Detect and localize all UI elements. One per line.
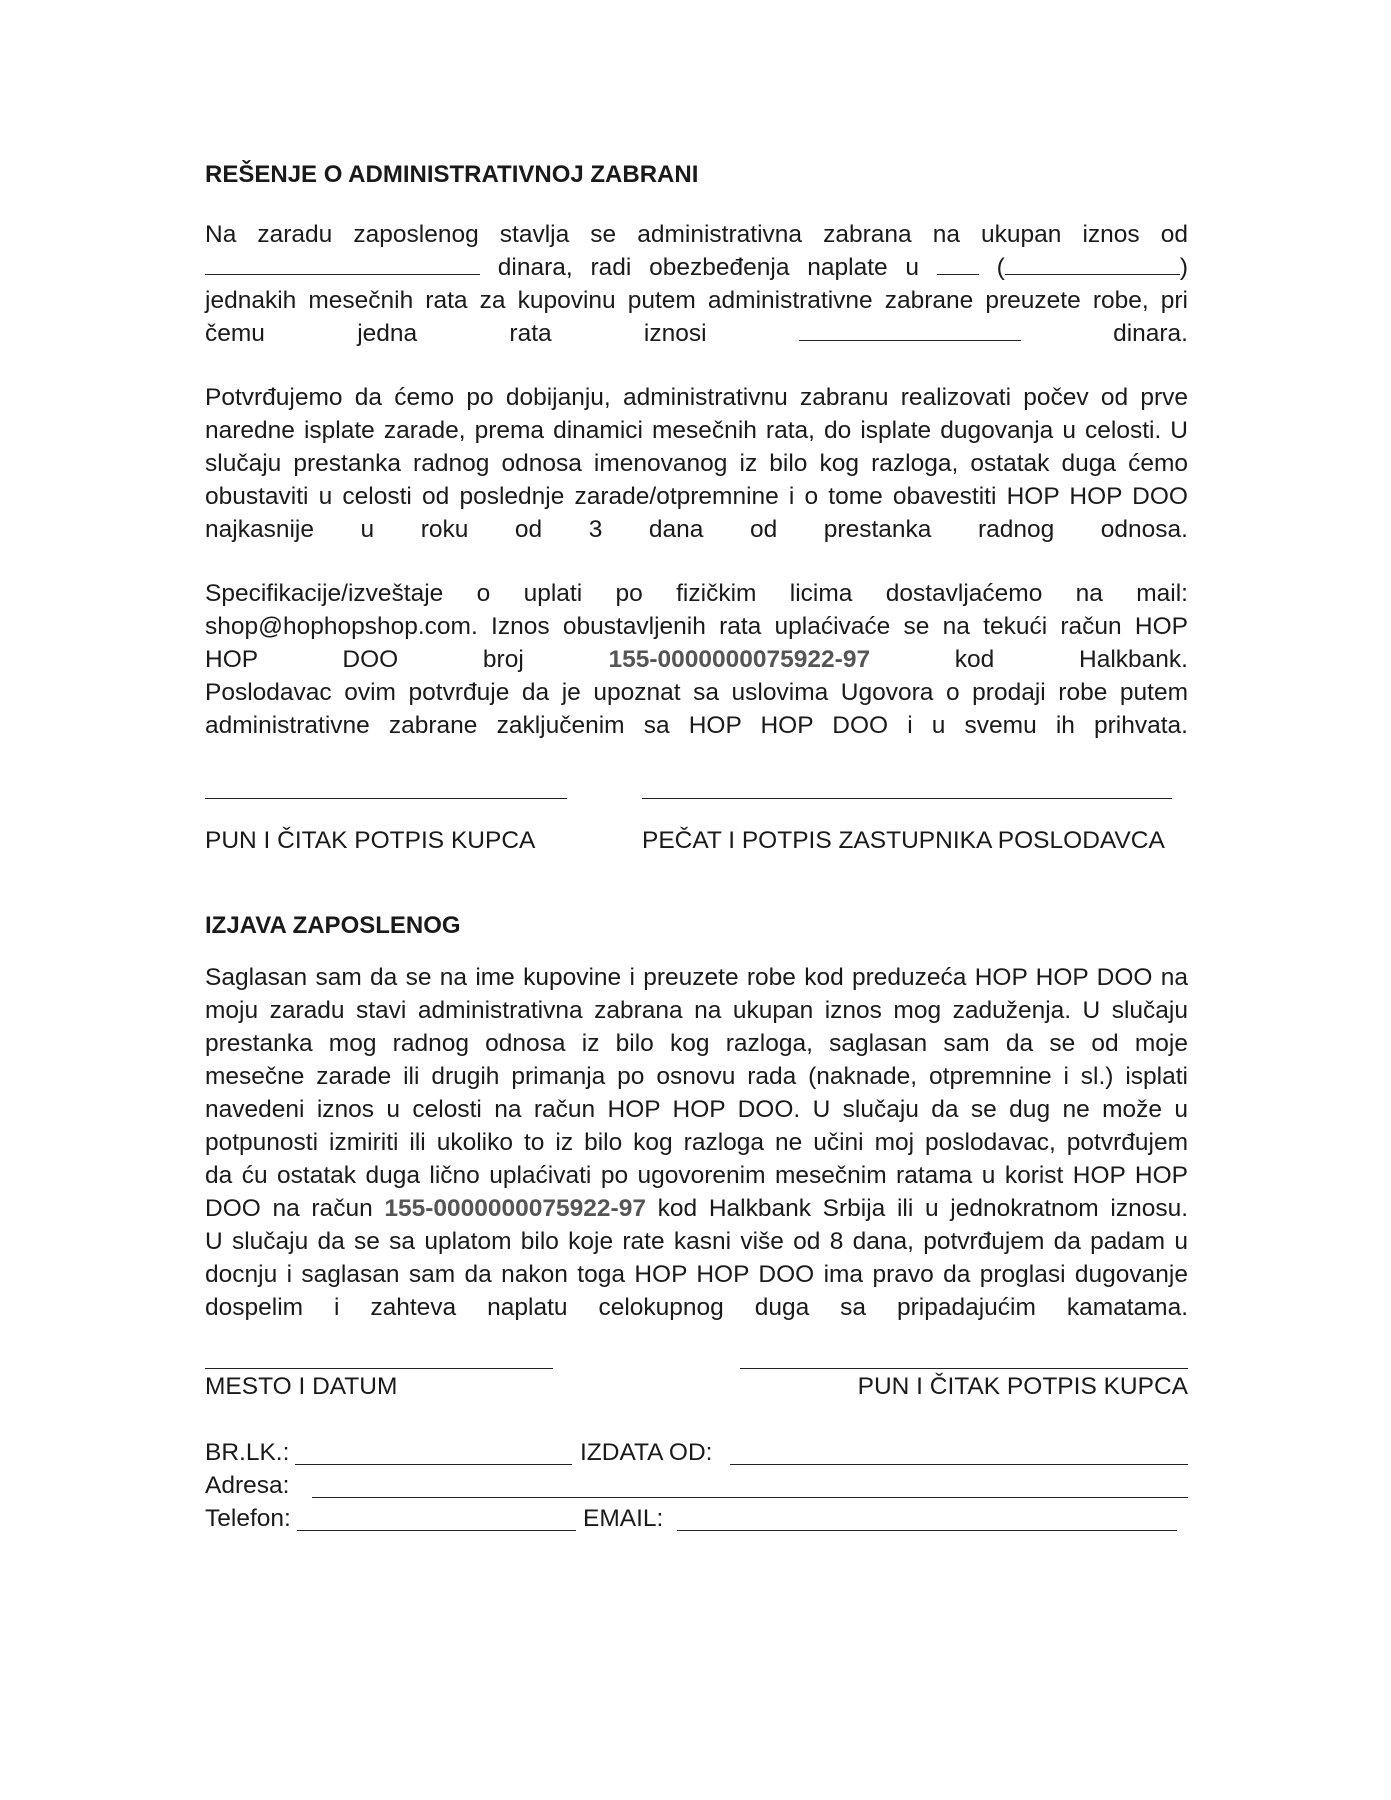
section1-title: REŠENJE O ADMINISTRATIVNOJ ZABRANI (205, 161, 699, 188)
amount-blank (205, 252, 480, 275)
place-date-label: MESTO I DATUM (205, 1373, 398, 1400)
employer-signature-label: PEČAT I POTPIS ZASTUPNIKA POSLODAVCA (642, 827, 1165, 854)
text-line: najkasnije u roku od 3 dana od prestanka radnog odnosa. (205, 516, 1188, 543)
address-field[interactable] (312, 1497, 1188, 1498)
text-line: naredne isplate zarade, prema dinamici mesečnih rata, do isplate dugovanja u celosti. U (205, 417, 1188, 444)
phone-label: Telefon: (205, 1505, 291, 1532)
signature-labels-2 (205, 1372, 1188, 1402)
text-line: dinara, radi obezbeđenja naplate u ( ) (205, 251, 1188, 284)
form-row-address (205, 1469, 1188, 1502)
text-line: da ću ostatak duga lično uplaćivati po ugovorenim mesečnim ratama u korist HOP HOP (205, 1162, 1188, 1189)
section1-paragraph-3 (205, 577, 1188, 742)
id-card-label: BR.LK.: (205, 1439, 290, 1466)
bank-account-number: 155-0000000075922-97 (608, 646, 871, 673)
email-label: EMAIL: (583, 1505, 664, 1532)
text-line: administrativne zabrane zaključenim sa HOP HOP DOO i u svemu ih prihvata. (205, 712, 1188, 739)
signature-lines-1 (205, 782, 1188, 816)
section1-paragraph-2 (205, 381, 1188, 546)
personal-data-form (205, 1436, 1188, 1535)
text-line: docnju i saglasan sam da nakon toga HOP HOP DOO ima pravo da proglasi dugovanje (205, 1261, 1188, 1288)
text-line: slučaju prestanka radnog odnosa imenovanog iz bilo kog razloga, ostatak duga ćemo (205, 450, 1188, 477)
buyer-signature-line[interactable] (205, 798, 567, 799)
installment-amount-blank (799, 318, 1021, 341)
section2-title: IZJAVA ZAPOSLENOG (205, 912, 461, 939)
signature-labels-1 (205, 826, 1188, 856)
signature-lines-2 (205, 1352, 1188, 1372)
form-row-contact (205, 1502, 1188, 1535)
document-page (205, 160, 1188, 1535)
id-card-field[interactable] (295, 1464, 572, 1465)
text-line: mesečne zarade ili drugih primanja po osnovu rada (naknade, otpremnine i sl.) isplati (205, 1063, 1188, 1090)
text-line: dospelim i zahteva naplatu celokupnog duga sa pripadajućim kamatama. (205, 1294, 1188, 1321)
text-line: potpunosti izmiriti ili ukoliko to iz bilo kog razloga ne učini moj poslodavac, potvrđujem (205, 1129, 1188, 1156)
text-line: Na zaradu zaposlenog stavlja se administrativna zabrana na ukupan iznos od (205, 221, 1188, 248)
place-date-line[interactable] (205, 1368, 553, 1369)
employer-stamp-signature-line[interactable] (642, 798, 1172, 799)
text-line: DOO na račun 155-0000000075922-97 kod Halkbank Srbija ili u jednokratnom iznosu. (205, 1195, 1189, 1222)
text-line: moju zaradu stavi administrativna zabrana na ukupan iznos mog zaduženja. U slučaju (205, 997, 1188, 1024)
text-line: Specifikacije/izveštaje o uplati po fizičkim licima dostavljaćemo na mail: (205, 580, 1188, 607)
form-row-id (205, 1436, 1188, 1469)
section2-paragraph (205, 961, 1188, 1324)
email-field[interactable] (677, 1530, 1177, 1531)
text-line: obustaviti u celosti od poslednje zarade/otpremnine i o tome obavestiti HOP HOP DOO (205, 483, 1188, 510)
text-line: U slučaju da se sa uplatom bilo koje rate kasni više od 8 dana, potvrđujem da padam u (205, 1228, 1188, 1255)
buyer-signature-label: PUN I ČITAK POTPIS KUPCA (205, 827, 536, 854)
text-line: HOP DOO broj 155-0000000075922-97 kod Halkbank. (205, 646, 1188, 673)
issued-by-label: IZDATA OD: (580, 1439, 713, 1466)
section1-paragraph-1 (205, 218, 1188, 350)
installments-count-blank (937, 252, 979, 275)
text-line: navedeni iznos u celosti na račun HOP HOP DOO. U slučaju da se dug ne može u (205, 1096, 1188, 1123)
buyer-signature-label-2: PUN I ČITAK POTPIS KUPCA (857, 1373, 1188, 1400)
text-line: Saglasan sam da se na ime kupovine i preuzete robe kod preduzeća HOP HOP DOO na (205, 964, 1188, 991)
phone-field[interactable] (297, 1530, 576, 1531)
buyer-signature-line-2[interactable] (740, 1368, 1188, 1369)
installments-words-blank (1005, 252, 1180, 275)
address-label: Adresa: (205, 1472, 290, 1499)
text-line: shop@hophopshop.com. Iznos obustavljenih rata uplaćivaće se na tekući račun HOP (205, 613, 1188, 640)
bank-account-number: 155-0000000075922-97 (384, 1195, 646, 1222)
text-line: čemu jedna rata iznosi dinara. (205, 320, 1188, 347)
text-line: Potvrđujemo da ćemo po dobijanju, administrativnu zabranu realizovati počev od prve (205, 384, 1188, 411)
text-line: prestanka mog radnog odnosa iz bilo kog razloga, saglasan sam da se od moje (205, 1030, 1188, 1057)
text-line: jednakih mesečnih rata za kupovinu putem administrativne zabrane preuzete robe, pri (205, 287, 1188, 314)
issued-by-field[interactable] (730, 1464, 1188, 1465)
text-line: Poslodavac ovim potvrđuje da je upoznat sa uslovima Ugovora o prodaji robe putem (205, 679, 1188, 706)
